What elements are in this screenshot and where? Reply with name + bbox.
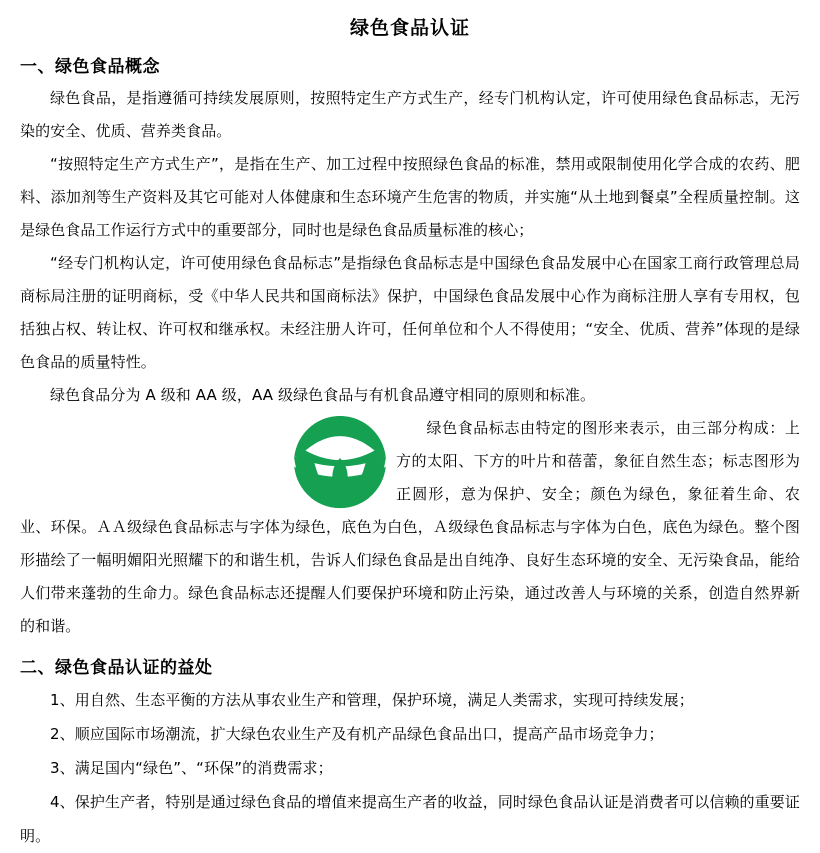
list-item: 4、保护生产者，特别是通过绿色食品的增值来提高生产者的收益，同时绿色食品认证是消费者可以信赖的重要证明。 <box>20 793 800 845</box>
section-heading-2: 二、绿色食品认证的益处 <box>20 658 213 678</box>
section-heading-1: 一、绿色食品概念 <box>20 57 160 77</box>
document-page <box>0 14 820 845</box>
paragraph-concept-4: 绿色食品分为 A 级和 AA 级，AA 级绿色食品与有机食品遵守相同的原则和标准。 <box>50 386 596 404</box>
paragraph-concept-3: “经专门机构认定，许可使用绿色食品标志”是指绿色食品标志是中国绿色食品发展中心在国家工商行政管理总局商标局注册的证明商标，受《中华人民共和国商标法》保护，中国绿色食品发展中心作为商标注册人享有专用权，包括独占权、转让权、许可权和继承权。未经注册人许可，任何单位和个人不得使用；“安全、优质、营养”体现的是绿色食品的质量特性。 <box>20 254 800 371</box>
green-food-certification-logo <box>292 414 388 510</box>
logo-wrap-paragraph <box>20 412 800 643</box>
list-item: 2、顺应国际市场潮流，扩大绿色农业生产及有机产品绿色食品出口，提高产品市场竞争力； <box>50 725 664 743</box>
list-item: 3、满足国内“绿色”、“环保”的消费需求； <box>50 759 333 777</box>
green-food-logo-svg <box>292 414 388 510</box>
page-title: 绿色食品认证 <box>349 17 470 39</box>
paragraph-logo-description: 绿色食品标志由特定的图形来表示，由三部分构成：上方的太阳、下方的叶片和蓓蕾，象征自然生态；标志图形为正圆形，意为保护、安全；颜色为绿色，象征着生命、农业、环保。ＡＡ级绿色食品标志与字体为绿色，底色为白色，Ａ级绿色食品标志与字体为白色，底色为绿色。整个图形描绘了一幅明媚阳光照耀下的和谐生机，告诉人们绿色食品是出自纯净、良好生态环境的安全、无污染食品，能给人们带来蓬勃的生命力。绿色食品标志还提醒人们要保护环境和防止污染，通过改善人与环境的关系，创造自然界新的和谐。 <box>20 419 800 635</box>
paragraph-concept-2: “按照特定生产方式生产”，是指在生产、加工过程中按照绿色食品的标准，禁用或限制使用化学合成的农药、肥料、添加剂等生产资料及其它可能对人体健康和生态环境产生危害的物质，并实施“从土地到餐桌”全程质量控制。这是绿色食品工作运行方式中的重要部分，同时也是绿色食品质量标准的核心； <box>20 155 800 239</box>
list-item: 1、用自然、生态平衡的方法从事农业生产和管理，保护环境，满足人类需求，实现可持续发展； <box>50 691 694 709</box>
paragraph-concept-1: 绿色食品，是指遵循可持续发展原则，按照特定生产方式生产，经专门机构认定，许可使用绿色食品标志，无污染的安全、优质、营养类食品。 <box>20 89 800 140</box>
